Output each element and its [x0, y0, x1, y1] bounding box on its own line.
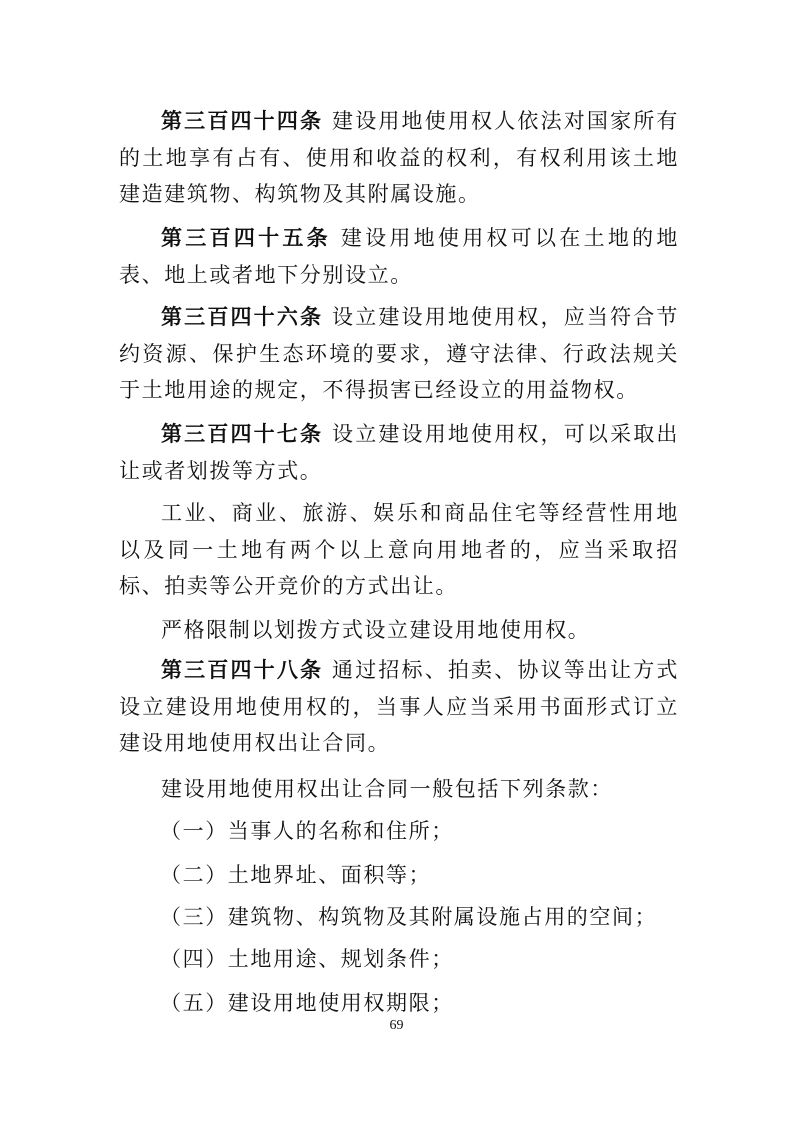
list-item: （五）建设用地使用权期限；: [160, 991, 454, 1015]
article-348: [119, 652, 679, 762]
list-item: （一）当事人的名称和住所；: [160, 819, 454, 843]
list-item: （四）土地用途、规划条件；: [160, 947, 454, 971]
article-text: 设立建设用地使用权，可以采取出让或者划拨等方式。: [119, 422, 680, 483]
article-label: 第三百四十四条: [161, 109, 324, 133]
article-347-paragraph-3: 严格限制以划拨方式设立建设用地使用权。: [161, 618, 591, 642]
page-number: 69: [389, 1018, 404, 1033]
article-344: [119, 103, 679, 213]
article-label: 第三百四十六条: [161, 305, 324, 329]
list-item: （二）土地界址、面积等；: [160, 863, 432, 887]
article-345: [119, 220, 679, 293]
article-label: 第三百四十八条: [161, 658, 324, 682]
article-text: 建设用地使用权可以在土地的地表、地上或者地下分别设立。: [119, 226, 679, 287]
article-text: 设立建设用地使用权，应当符合节约资源、保护生态环境的要求，遵守法律、行政法规关于土地用途的规定，不得损害已经设立的用益物权。: [119, 305, 680, 402]
article-346: [119, 299, 679, 409]
article-label: 第三百四十七条: [161, 422, 324, 446]
list-item: （三）建筑物、构筑物及其附属设施占用的空间；: [160, 905, 658, 929]
article-text: 建设用地使用权人依法对国家所有的土地享有占有、使用和收益的权利，有权利用该土地建造建筑物、构筑物及其附属设施。: [119, 109, 680, 206]
article-347-paragraph-2: 工业、商业、旅游、娱乐和商品住宅等经营性用地以及同一土地有两个以上意向用地者的，应当采取招标、拍卖等公开竞价的方式出让。: [119, 501, 679, 598]
article-label: 第三百四十五条: [161, 226, 331, 250]
article-348-paragraph-2: 建设用地使用权出让合同一般包括下列条款：: [161, 777, 613, 801]
article-347: [119, 416, 679, 489]
article-text: 通过招标、拍卖、协议等出让方式设立建设用地使用权的，当事人应当采用书面形式订立建设用地使用权出让合同。: [119, 658, 680, 755]
